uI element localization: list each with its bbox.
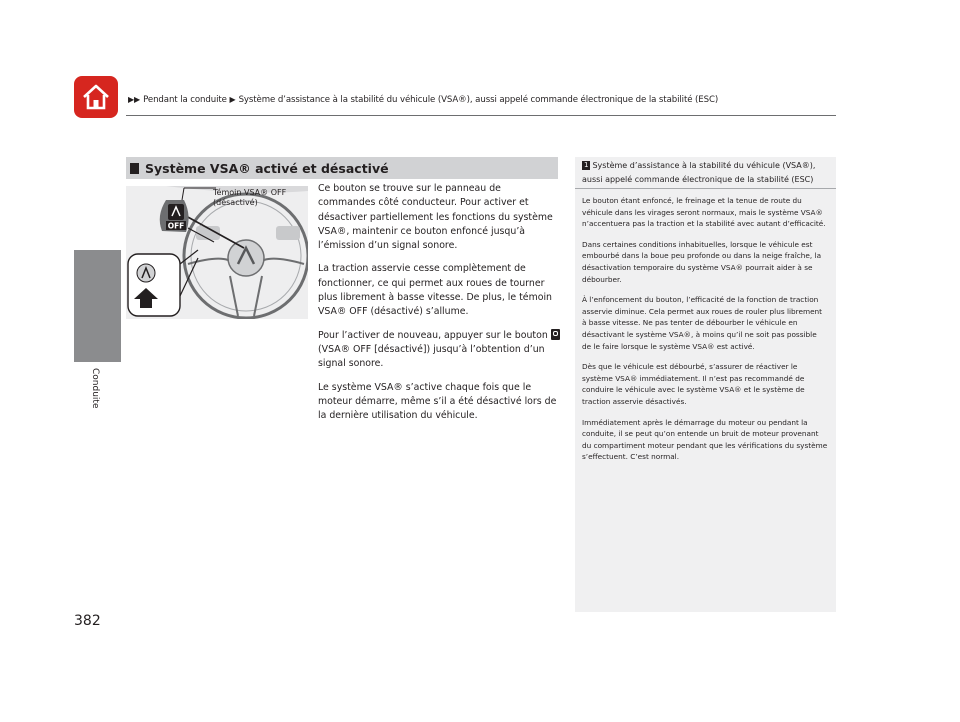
side-tab[interactable] [74, 250, 121, 362]
svg-text:OFF: OFF [167, 221, 185, 231]
vsa-button-icon [551, 329, 560, 340]
page-number: 382 [74, 613, 101, 629]
sidebar-paragraph: Le bouton étant enfoncé, le freinage et la tenue de route du véhicule dans les virages seront normaux, mais le système VSA® n’accentuera pas la traction et la stabilité avec autant d’efficacité. [582, 196, 826, 229]
figure-callout-line: Témoin VSA® OFF [213, 188, 287, 197]
sidebar-paragraph: Dès que le véhicule est débourbé, s’assurer de réactiver le système VSA® immédiatement. Il n’est pas recommandé de conduire le véhicule avec le système VSA® et le système de traction asservie désactivés. [582, 362, 805, 406]
sidebar-title[interactable]: Système d’assistance à la stabilité du véhicule (VSA®), aussi appelé commande électronique de la stabilité (ESC) [582, 161, 816, 184]
body-text-segment: Pour l’activer de nouveau, appuyer sur le bouton [318, 329, 548, 341]
section-header [126, 157, 558, 179]
section-title: Système VSA® activé et désactivé [145, 160, 389, 176]
sidebar-paragraph: Dans certaines conditions inhabituelles, lorsque le véhicule est embourbé dans la boue peu profonde ou dans la neige fraîche, la désactivation temporaire du système VSA® pourrait aider à se débourber. [582, 239, 822, 284]
dashboard-illustration [126, 186, 308, 319]
breadcrumb-arrow-icon: ▶ [229, 95, 236, 104]
sidebar-paragraph: À l’enfoncement du bouton, l’efficacité de la fonction de traction asservie diminue. Cela permet aux roues de rouler plus librement à basse vitesse. Ne pas tenter de débourber le véhicule en désactivant le système VSA®, à moins qu’il ne soit pas possible de le faire lorsque le système VSA® est activé. [582, 295, 823, 351]
body-paragraph: Le système VSA® s’active chaque fois que le moteur démarre, même s’il a été désactivé lors de la dernière utilisation du véhicule. [318, 381, 557, 422]
sidebar-ref-number: 1 [584, 161, 589, 169]
sidebar-body [575, 195, 836, 463]
home-icon [81, 83, 111, 111]
sidebar-header [575, 157, 836, 189]
sidebar-paragraph: Immédiatement après le démarrage du moteur ou pendant la conduite, il se peut qu’on entende un bruit de moteur provenant du compartiment moteur pendant que les vérifications du système s’effectuent. C’est normal. [582, 417, 828, 462]
breadcrumb-arrow-icon: ▶▶ [128, 95, 141, 104]
home-button[interactable] [74, 76, 118, 118]
side-tab-label: Conduite [90, 368, 100, 409]
figure-callout-line: (désactivé) [213, 198, 258, 207]
figure-callout-label [213, 188, 286, 208]
body-text-segment: (VSA® OFF [désactivé]) jusqu’à l’obtention d’un signal sonore. [318, 343, 545, 370]
breadcrumb-item[interactable]: Pendant la conduite [143, 95, 227, 105]
header-divider [126, 115, 836, 116]
body-paragraph: La traction asservie cesse complètement de fonctionner, ce qui permet aux roues de tourner plus librement à basse vitesse. De plus, le témoin VSA® OFF (désactivé) s’allume. [318, 263, 552, 318]
notes-sidebar [575, 157, 836, 612]
breadcrumb-item[interactable]: Système d’assistance à la stabilité du véhicule (VSA®), aussi appelé commande électronique de la stabilité (ESC) [238, 95, 719, 105]
body-paragraph-with-icon [318, 329, 560, 372]
breadcrumb [128, 95, 718, 105]
body-paragraph: Ce bouton se trouve sur le panneau de commandes côté conducteur. Pour activer et désactiver partiellement les fonctions du système VSA®, maintenir ce bouton enfoncé jusqu’à l’émission d’un signal sonore. [318, 183, 553, 252]
section-body [318, 182, 560, 432]
section-square-icon [130, 163, 139, 174]
